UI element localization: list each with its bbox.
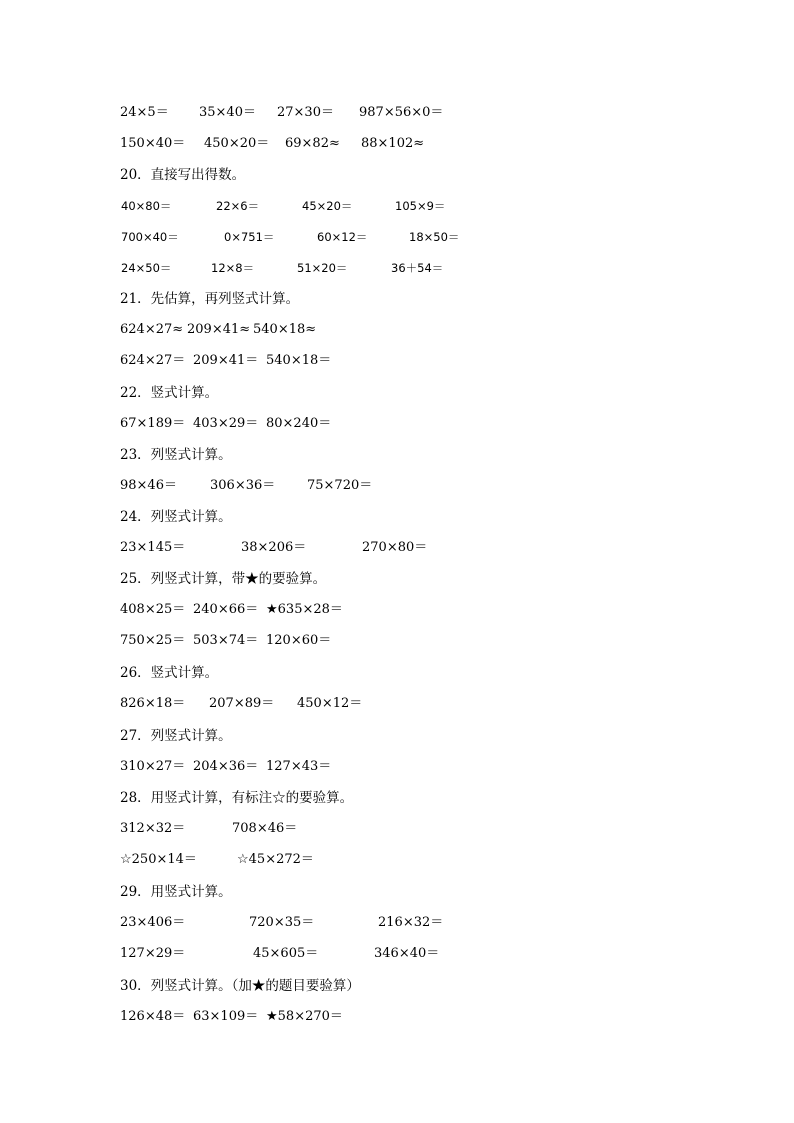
math-expression: 700×40＝ bbox=[121, 230, 179, 244]
math-expression: 306×36＝ bbox=[210, 478, 276, 493]
math-expression: 540×18≈ bbox=[253, 322, 317, 337]
math-expression: 450×20＝ bbox=[204, 136, 270, 151]
math-expression: 24×50＝ bbox=[121, 261, 172, 275]
math-expression: 36＋54＝ bbox=[391, 261, 444, 275]
math-expression: 38×206＝ bbox=[241, 540, 307, 555]
math-expression: 60×12＝ bbox=[317, 230, 368, 244]
math-expression: 69×82≈ bbox=[285, 136, 340, 151]
math-expression: 88×102≈ bbox=[361, 136, 425, 151]
math-expression: 216×32＝ bbox=[378, 915, 444, 930]
math-expression: ★58×270＝ bbox=[266, 1009, 343, 1024]
question-heading: 20．直接写出得数。 bbox=[120, 167, 246, 183]
math-expression: 27×30＝ bbox=[277, 105, 334, 120]
math-expression: 45×605＝ bbox=[253, 946, 319, 961]
math-expression: 23×406＝ bbox=[120, 915, 186, 930]
math-expression: 346×40＝ bbox=[374, 946, 440, 961]
math-expression: 150×40＝ bbox=[120, 136, 186, 151]
math-expression: 240×66＝ bbox=[193, 602, 259, 617]
math-expression: 624×27≈ bbox=[120, 322, 184, 337]
math-expression: 750×25＝ bbox=[120, 633, 186, 648]
math-expression: 120×60＝ bbox=[266, 633, 332, 648]
math-expression: 105×9＝ bbox=[395, 199, 446, 213]
question-heading: 22．竖式计算。 bbox=[120, 385, 219, 401]
math-expression: 51×20＝ bbox=[297, 261, 348, 275]
math-expression: 408×25＝ bbox=[120, 602, 186, 617]
math-expression: 310×27＝ bbox=[120, 759, 186, 774]
math-expression: 209×41≈ bbox=[187, 322, 251, 337]
question-heading: 25．列竖式计算，带★的要验算。 bbox=[120, 571, 327, 587]
question-heading: 29．用竖式计算。 bbox=[120, 884, 232, 900]
math-expression: 45×20＝ bbox=[302, 199, 353, 213]
math-expression: 209×41＝ bbox=[193, 353, 259, 368]
math-expression: 204×36＝ bbox=[193, 759, 259, 774]
math-expression: 720×35＝ bbox=[249, 915, 315, 930]
math-expression: 126×48＝ bbox=[120, 1009, 186, 1024]
math-expression: 624×27＝ bbox=[120, 353, 186, 368]
question-heading: 23．列竖式计算。 bbox=[120, 447, 232, 463]
math-expression: 24×5＝ bbox=[120, 105, 169, 120]
math-expression: 98×46＝ bbox=[120, 478, 177, 493]
math-expression: 127×43＝ bbox=[266, 759, 332, 774]
math-expression: ☆45×272＝ bbox=[237, 852, 314, 867]
math-expression: 35×40＝ bbox=[199, 105, 256, 120]
math-expression: ★635×28＝ bbox=[266, 602, 343, 617]
math-expression: 450×12＝ bbox=[297, 696, 363, 711]
math-expression: 270×80＝ bbox=[362, 540, 428, 555]
math-expression: 40×80＝ bbox=[121, 199, 172, 213]
math-expression: 826×18＝ bbox=[120, 696, 186, 711]
question-heading: 21．先估算，再列竖式计算。 bbox=[120, 291, 300, 307]
math-expression: ☆250×14＝ bbox=[120, 852, 197, 867]
question-heading: 30．列竖式计算。（加★的题目要验算） bbox=[120, 978, 360, 994]
math-expression: 503×74＝ bbox=[193, 633, 259, 648]
math-expression: 312×32＝ bbox=[120, 821, 186, 836]
math-expression: 12×8＝ bbox=[211, 261, 255, 275]
math-expression: 987×56×0＝ bbox=[359, 105, 444, 120]
math-expression: 708×46＝ bbox=[232, 821, 298, 836]
question-heading: 24．列竖式计算。 bbox=[120, 509, 232, 525]
question-heading: 28．用竖式计算，有标注☆的要验算。 bbox=[120, 790, 354, 806]
math-expression: 75×720＝ bbox=[307, 478, 373, 493]
math-expression: 403×29＝ bbox=[193, 416, 259, 431]
math-expression: 0×751＝ bbox=[224, 230, 275, 244]
math-expression: 80×240＝ bbox=[266, 416, 332, 431]
math-expression: 127×29＝ bbox=[120, 946, 186, 961]
math-expression: 22×6＝ bbox=[216, 199, 260, 213]
math-expression: 207×89＝ bbox=[209, 696, 275, 711]
math-expression: 540×18＝ bbox=[266, 353, 332, 368]
question-heading: 27．列竖式计算。 bbox=[120, 728, 232, 744]
math-expression: 67×189＝ bbox=[120, 416, 186, 431]
math-expression: 23×145＝ bbox=[120, 540, 186, 555]
question-heading: 26．竖式计算。 bbox=[120, 665, 219, 681]
math-expression: 18×50＝ bbox=[409, 230, 460, 244]
math-expression: 63×109＝ bbox=[193, 1009, 259, 1024]
